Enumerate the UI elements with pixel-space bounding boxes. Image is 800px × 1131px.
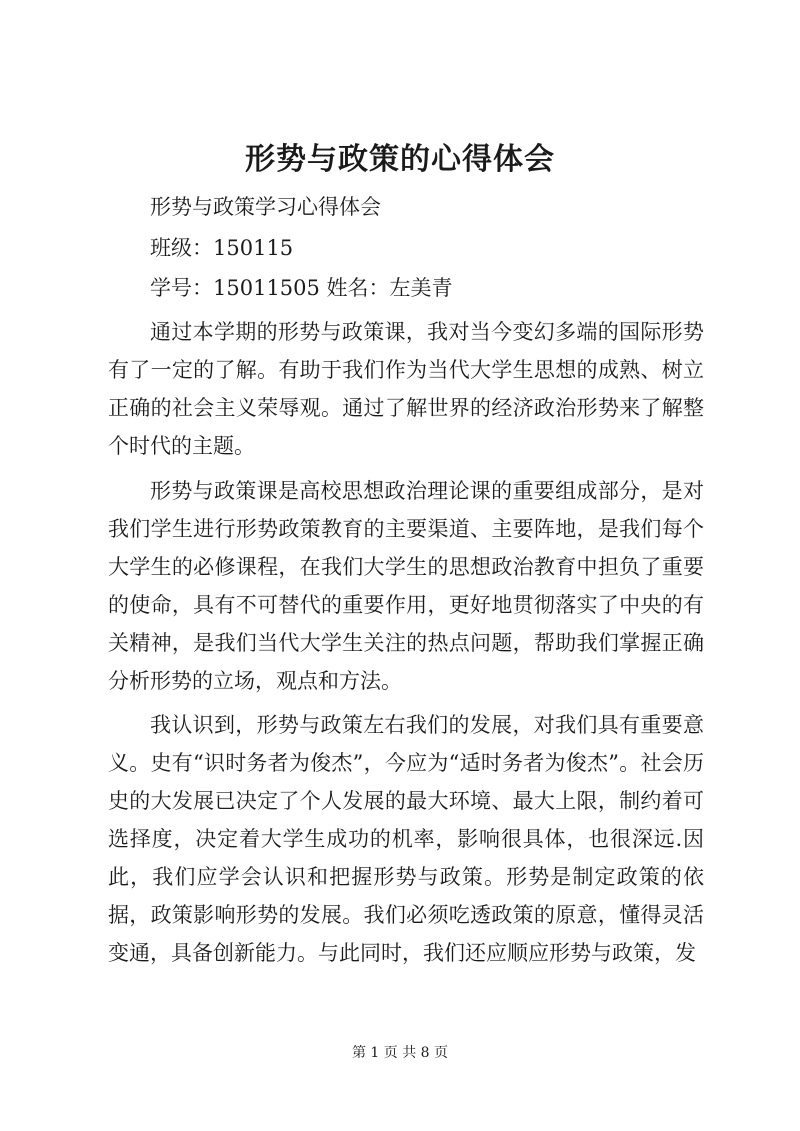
page-footer: 第 1 页 共 8 页 [351,1045,449,1061]
student-id-name-line: 学号：15011505 姓名：左美青 [150,276,453,300]
paragraph-2: 形势与政策课是高校思想政治理论课的重要组成部分，是对我们学生进行形势政策教育的主要渠道、主要阵地，是我们每个大学生的必修课程，在我们大学生的思想政治教育中担负了重要的使命，具有不可替代的重要作用，更好地贯彻落实了中央的有关精神，是我们当代大学生关注的热点问题，帮助我们掌握正确分析形势的立场，观点和方法。 [108,479,704,693]
document-title: 形势与政策的心得体会 [245,142,555,177]
paragraph-3: 我认识到，形势与政策左右我们的发展，对我们具有重要意义。史有“识时务者为俊杰”，今应为“适时务者为俊杰”。社会历史的大发展已决定了个人发展的最大环境、最大上限，制约着可选择度，决定着大学生成功的机率，影响很具体，也很深远.因此，我们应学会认识和把握形势与政策。形势是制定政策的依据，政策影响形势的发展。我们必须吃透政策的原意，懂得灵活变通，具备创新能力。与此同时，我们还应顺应形势与政策，发 [108,713,704,965]
paragraph-1: 通过本学期的形势与政策课，我对当今变幻多端的国际形势有了一定的了解。有助于我们作为当代大学生思想的成熟、树立正确的社会主义荣辱观。通过了解世界的经济政治形势来了解整个时代的主题。 [108,320,704,458]
document-subtitle: 形势与政策学习心得体会 [150,195,381,219]
class-line: 班级：150115 [150,236,294,260]
